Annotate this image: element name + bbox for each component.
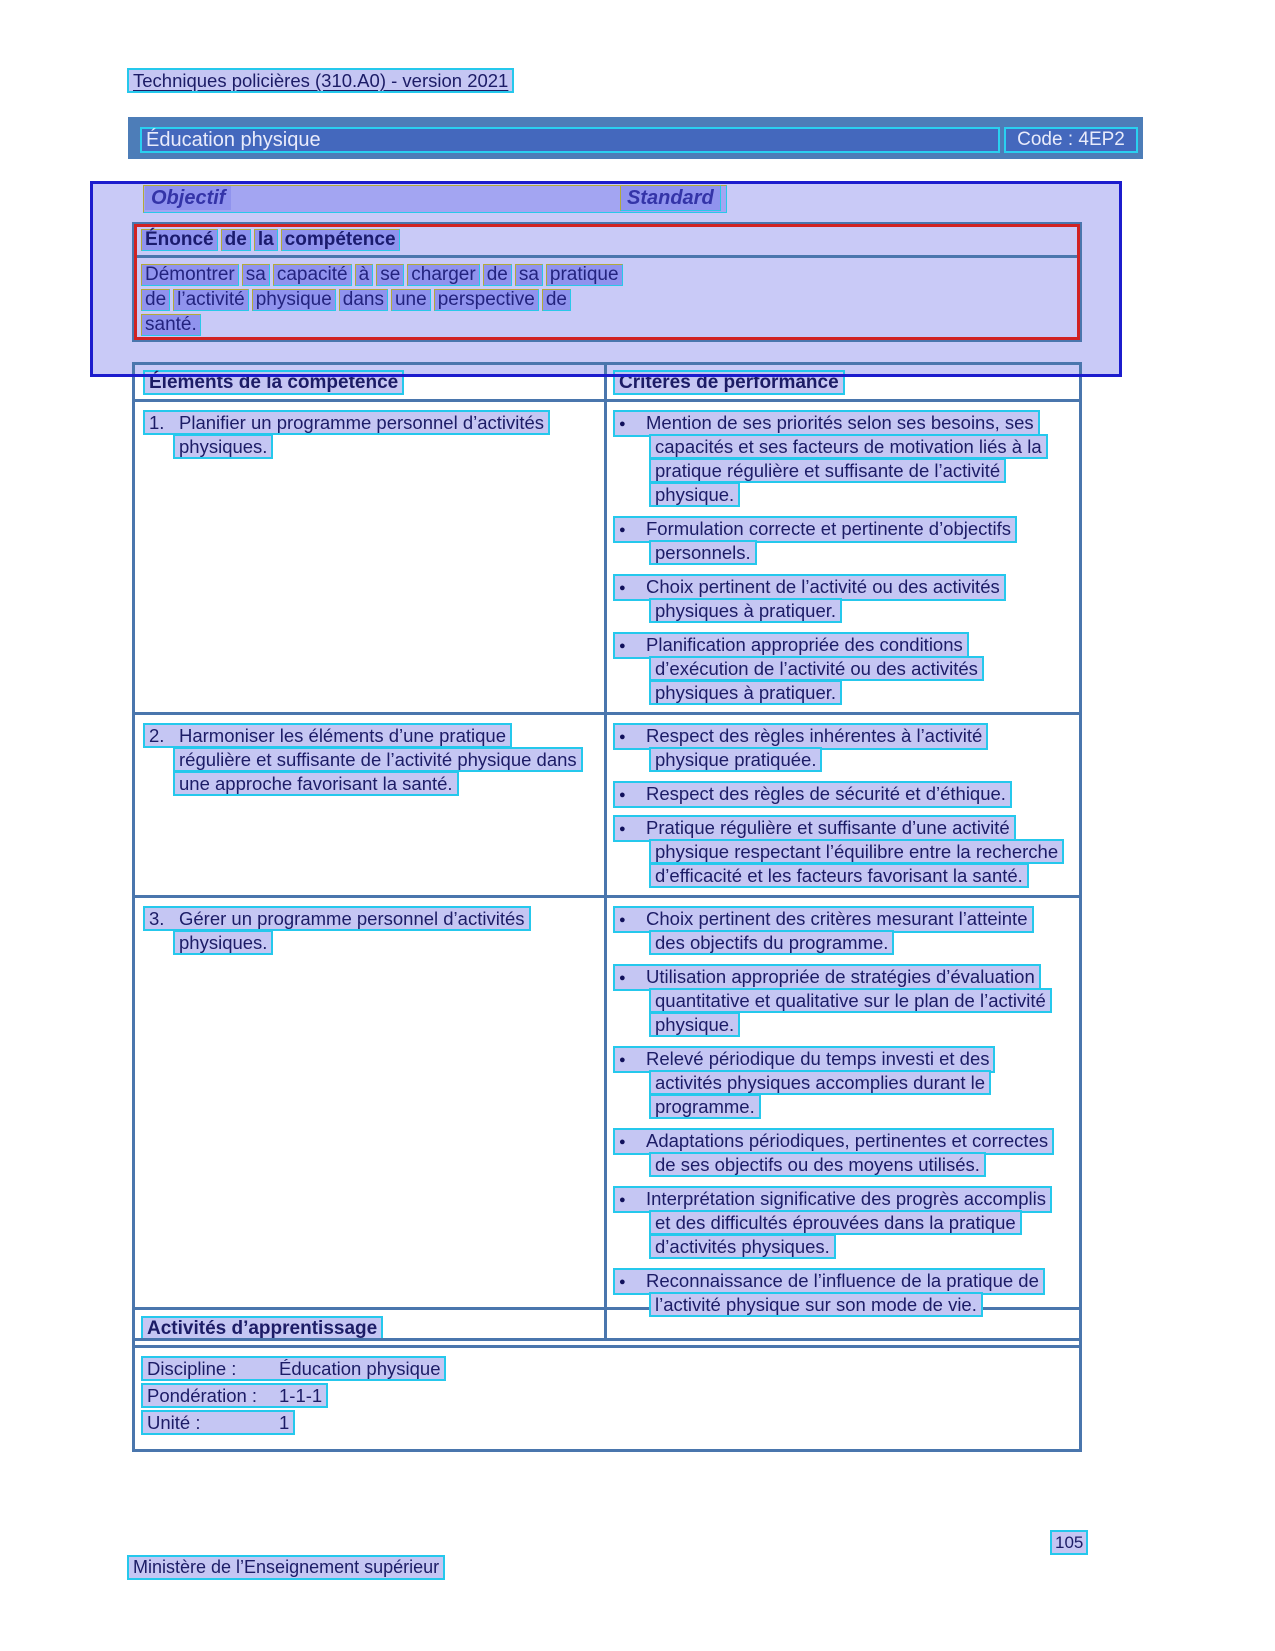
criterion	[613, 632, 1079, 704]
text-line	[649, 988, 1079, 1012]
criterion	[613, 574, 1079, 622]
text-line	[613, 516, 1079, 540]
text-line	[649, 680, 1079, 704]
bullet-icon: ●	[619, 914, 626, 926]
text-line	[649, 1094, 1079, 1118]
doc-header-text: Techniques policières (310.A0) - version 2021	[127, 68, 514, 93]
bullet-icon: ●	[619, 1054, 626, 1066]
text-line-highlight	[141, 1410, 295, 1435]
text-line-highlight: physique pratiquée.	[649, 747, 822, 772]
text-line	[649, 482, 1079, 506]
activity-label: Pondération :	[147, 1385, 258, 1406]
enonce-statement-line	[141, 314, 1079, 338]
text-line	[613, 1046, 1079, 1070]
text-line-highlight: ● Respect des règles de sécurité et d’éthique.	[613, 781, 1012, 808]
text-line-highlight: physique.	[649, 482, 740, 507]
text-line-highlight: ● Choix pertinent de l’activité ou des activités	[613, 574, 1006, 601]
bullet-icon: ●	[619, 731, 626, 743]
text-line-highlight: 1. Planifier un programme personnel d’activités	[143, 410, 550, 435]
criterion	[613, 1186, 1079, 1258]
criterion	[613, 815, 1079, 887]
criterion	[613, 781, 1079, 805]
text-line	[649, 1012, 1079, 1036]
text-line	[613, 574, 1079, 598]
criterion	[613, 1046, 1079, 1118]
text-line	[649, 656, 1079, 680]
text-line-highlight: régulière et suffisante de l’activité physique dans	[173, 747, 583, 772]
enonce-statement	[135, 259, 1079, 338]
activities-body	[135, 1348, 1079, 1449]
item-number: 1.	[149, 412, 165, 433]
text-line-highlight: ● Formulation correcte et pertinente d’objectifs	[613, 516, 1017, 543]
word-highlight: Énoncé	[141, 229, 218, 251]
bullet-icon: ●	[619, 640, 626, 652]
table-header-elements	[135, 365, 607, 399]
text-line-highlight: physiques.	[173, 434, 273, 459]
objectif-heading: Objectif	[145, 186, 231, 210]
activity-row	[141, 1356, 1079, 1380]
bullet-icon: ●	[619, 823, 626, 835]
text-line-highlight: de ses objectifs ou des moyens utilisés.	[649, 1152, 986, 1177]
word-highlight: une	[391, 289, 431, 311]
activity-value: Éducation physique	[279, 1358, 441, 1379]
word-highlight: capacité	[273, 264, 352, 286]
criteria-cell	[607, 898, 1079, 1338]
word-highlight: de	[542, 289, 571, 311]
text-line-highlight: pratique régulière et suffisante de l’activité	[649, 458, 1006, 483]
text-line-highlight: ● Pratique régulière et suffisante d’une activité	[613, 815, 1016, 842]
activity-value: 1	[279, 1412, 290, 1433]
text-line-highlight: d’activités physiques.	[649, 1234, 836, 1259]
word-highlight: de	[141, 289, 170, 311]
word-highlight: pratique	[546, 264, 623, 286]
criteria-cell	[607, 715, 1079, 895]
criterion	[613, 1128, 1079, 1176]
text-line-highlight: 2. Harmoniser les éléments d’une pratique	[143, 723, 512, 748]
table-header-criteres	[607, 365, 1079, 399]
enonce-statement-line	[141, 289, 1079, 313]
page-number: 105	[1050, 1530, 1088, 1555]
text-line	[613, 964, 1079, 988]
footer-ministry: Ministère de l’Enseignement supérieur	[127, 1555, 445, 1580]
bullet-icon: ●	[619, 1276, 626, 1288]
text-line-highlight: physique respectant l’équilibre entre la recherche	[649, 839, 1064, 864]
word-highlight: sa	[242, 264, 270, 286]
word-highlight: à	[355, 264, 374, 286]
criterion	[613, 516, 1079, 564]
text-line	[649, 540, 1079, 564]
element-cell	[135, 715, 607, 895]
text-line	[649, 839, 1079, 863]
text-line	[613, 632, 1079, 656]
bullet-icon: ●	[619, 1136, 626, 1148]
bullet-icon: ●	[619, 972, 626, 984]
footer-ministry-container	[127, 1555, 445, 1579]
page-number-container	[1050, 1530, 1088, 1554]
text-line	[143, 723, 604, 747]
text-line-highlight: ● Utilisation appropriée de stratégies d’évaluation	[613, 964, 1041, 991]
text-line-highlight: activités physiques accomplies durant le	[649, 1070, 991, 1095]
enonce-statement-line	[141, 264, 1079, 288]
text-line-highlight: ● Mention de ses priorités selon ses besoins, ses	[613, 410, 1040, 437]
standard-heading: Standard	[620, 185, 721, 211]
text-line-highlight: physiques à pratiquer.	[649, 598, 842, 623]
activities-title: Activités d’apprentissage	[141, 1316, 383, 1341]
text-line-highlight: l’activité physique sur son mode de vie.	[649, 1292, 983, 1317]
text-line-highlight: une approche favorisant la santé.	[173, 771, 459, 796]
table-header-text: Éléments de la compétence	[143, 370, 404, 395]
text-line	[613, 1128, 1079, 1152]
word-highlight: l’activité	[173, 289, 249, 311]
word-highlight: charger	[407, 264, 479, 286]
text-line-highlight: quantitative et qualitative sur le plan de l’activité	[649, 988, 1052, 1013]
competence-table	[132, 362, 1082, 1341]
text-line	[649, 434, 1079, 458]
bullet-icon: ●	[619, 582, 626, 594]
text-line-highlight	[141, 1356, 446, 1381]
text-line	[649, 747, 1079, 771]
text-line	[649, 1292, 1079, 1316]
text-line	[649, 458, 1079, 482]
activity-row	[141, 1383, 1079, 1407]
activity-row	[141, 1410, 1079, 1434]
text-line-highlight: ● Interprétation significative des progrès accomplis	[613, 1186, 1052, 1213]
criterion	[613, 410, 1079, 506]
item-number: 3.	[149, 908, 165, 929]
word-highlight: sa	[515, 264, 543, 286]
text-line	[173, 434, 604, 458]
text-line-highlight: d’exécution de l’activité ou des activités	[649, 656, 984, 681]
activity-label: Discipline :	[147, 1358, 237, 1379]
text-line	[613, 906, 1079, 930]
bullet-icon: ●	[619, 1194, 626, 1206]
table-row	[135, 402, 1079, 712]
table-row	[135, 895, 1079, 1338]
table-body	[135, 402, 1079, 1338]
enonce-section	[132, 222, 1082, 342]
text-line-highlight: ● Adaptations périodiques, pertinentes et correctes	[613, 1128, 1054, 1155]
word-highlight: perspective	[434, 289, 539, 311]
bullet-icon: ●	[619, 524, 626, 536]
text-line-highlight: ● Reconnaissance de l’influence de la pratique de	[613, 1268, 1045, 1295]
word-highlight: se	[376, 264, 404, 286]
bullet-icon: ●	[619, 789, 626, 801]
text-line	[649, 598, 1079, 622]
text-line	[173, 930, 604, 954]
text-line-highlight: programme.	[649, 1094, 761, 1119]
word-highlight: santé.	[141, 314, 201, 336]
text-line-highlight: d’efficacité et les facteurs favorisant la santé.	[649, 863, 1029, 888]
text-line	[649, 930, 1079, 954]
text-line-highlight: et des difficultés éprouvées dans la pratique	[649, 1210, 1022, 1235]
word-highlight: compétence	[281, 229, 400, 251]
course-code: Code : 4EP2	[1017, 129, 1125, 150]
criterion	[613, 723, 1079, 771]
text-line	[649, 1070, 1079, 1094]
text-line-highlight: capacités et ses facteurs de motivation liés à la	[649, 434, 1048, 459]
course-title: Éducation physique	[146, 129, 321, 151]
word-highlight: de	[483, 264, 512, 286]
text-line	[143, 410, 604, 434]
word-highlight: dans	[339, 289, 388, 311]
text-line	[173, 771, 604, 795]
band-code-highlight	[1004, 127, 1138, 153]
element-cell	[135, 898, 607, 1338]
text-line	[649, 1234, 1079, 1258]
text-line	[613, 815, 1079, 839]
band-title-highlight	[140, 127, 1000, 153]
criterion	[613, 1268, 1079, 1316]
text-line	[613, 1186, 1079, 1210]
table-row	[135, 712, 1079, 895]
title-band	[128, 117, 1143, 159]
criteria-cell	[607, 402, 1079, 712]
text-line-highlight: 3. Gérer un programme personnel d’activités	[143, 906, 531, 931]
text-line-highlight: ● Respect des règles inhérentes à l’activité	[613, 723, 988, 750]
table-header-row	[135, 365, 1079, 402]
text-line	[613, 723, 1079, 747]
bullet-icon: ●	[619, 418, 626, 430]
text-line	[143, 906, 604, 930]
word-highlight: Démontrer	[141, 264, 239, 286]
text-line	[649, 1152, 1079, 1176]
text-line-highlight: physique.	[649, 1012, 740, 1037]
text-line	[613, 1268, 1079, 1292]
criterion	[613, 906, 1079, 954]
table-header-text: Critères de performance	[613, 370, 845, 395]
text-line	[649, 863, 1079, 887]
text-line-highlight: ● Relevé périodique du temps investi et des	[613, 1046, 995, 1073]
word-highlight: physique	[252, 289, 336, 311]
text-line-highlight: physiques.	[173, 930, 273, 955]
enonce-title	[135, 225, 1079, 258]
word-highlight: de	[221, 229, 251, 251]
text-line-highlight	[141, 1383, 328, 1408]
item-number: 2.	[149, 725, 165, 746]
text-line-highlight: des objectifs du programme.	[649, 930, 894, 955]
text-line-highlight: ● Choix pertinent des critères mesurant l’atteinte	[613, 906, 1034, 933]
text-line	[173, 747, 604, 771]
word-highlight: la	[254, 229, 278, 251]
element-cell	[135, 402, 607, 712]
activity-label: Unité :	[147, 1412, 201, 1433]
text-line-highlight: physiques à pratiquer.	[649, 680, 842, 705]
objectif-standard-strip	[143, 185, 727, 213]
text-line-highlight: ● Planification appropriée des conditions	[613, 632, 969, 659]
text-line	[649, 1210, 1079, 1234]
text-line-highlight: personnels.	[649, 540, 757, 565]
activity-value: 1-1-1	[279, 1385, 323, 1406]
text-line	[613, 781, 1079, 805]
doc-header	[127, 68, 514, 92]
text-line	[613, 410, 1079, 434]
criterion	[613, 964, 1079, 1036]
